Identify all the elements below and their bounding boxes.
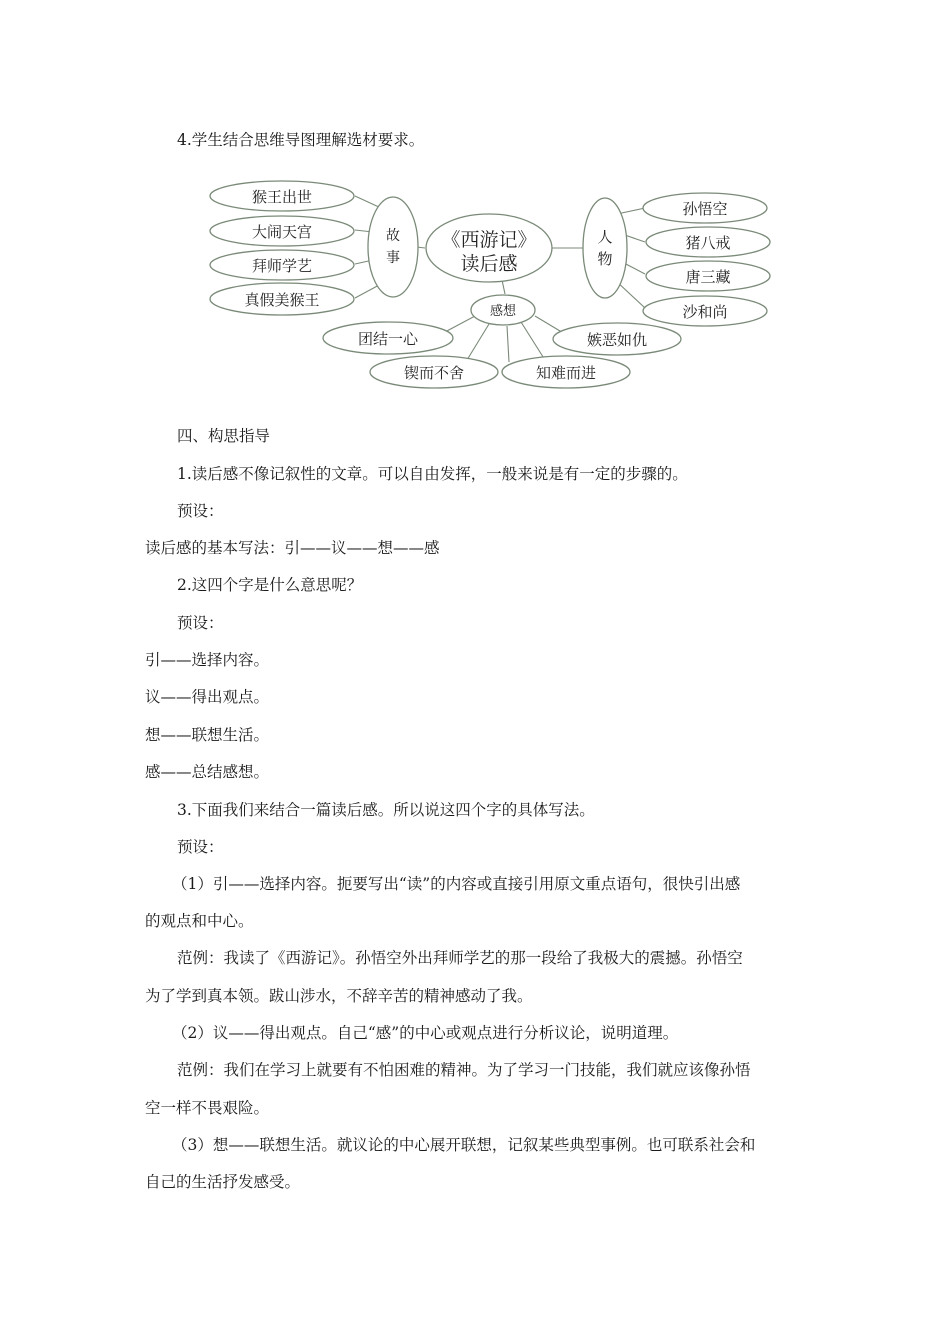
definition-yi: 议——得出观点。 <box>145 688 270 706</box>
story-item: 真假美猴王 <box>244 291 320 309</box>
step-3: （3）想——联想生活。就议论的中心展开联想，记叙某些典型事例。也可联系社会和 <box>172 1136 756 1154</box>
feelings-item: 知难而进 <box>535 364 597 382</box>
center-title: 《西游记》 <box>441 229 537 251</box>
story-item: 大闹天宫 <box>251 223 313 241</box>
step-1-cont: 的观点和中心。 <box>145 912 254 930</box>
preset-label: 预设： <box>177 614 224 632</box>
center-subtitle: 读后感 <box>460 253 518 275</box>
example-2-cont: 空一样不畏艰险。 <box>145 1099 270 1117</box>
mind-map-diagram <box>205 174 775 394</box>
step-1: （1）引——选择内容。扼要写出“读”的内容或直接引用原文重点语句，很快引出感 <box>172 875 741 893</box>
step-3-cont: 自己的生活抒发感受。 <box>145 1173 301 1191</box>
step-2: （2）议——得出观点。自己“感”的中心或观点进行分析议论，说明道理。 <box>172 1024 679 1042</box>
story-category-label: 事 <box>386 250 400 266</box>
feelings-item: 团结一心 <box>357 330 419 348</box>
feelings-category-label: 感想 <box>489 304 517 319</box>
story-item: 拜师学艺 <box>251 257 313 275</box>
people-category-label: 物 <box>597 250 613 268</box>
story-category-bubble <box>368 197 418 297</box>
paragraph: 读后感的基本写法：引——议——想——感 <box>145 539 440 557</box>
definition-xiang: 想——联想生活。 <box>145 726 270 744</box>
story-item: 猴王出世 <box>251 188 313 206</box>
section-heading: 四、构思指导 <box>177 427 271 445</box>
example-1: 范例：我读了《西游记》。孙悟空外出拜师学艺的那一段给了我极大的震撼。孙悟空 <box>177 949 743 967</box>
definition-gan: 感——总结感想。 <box>145 763 270 781</box>
intro-step: 4.学生结合思维导图理解选材要求。 <box>177 131 425 149</box>
paragraph: 2.这四个字是什么意思呢？ <box>177 576 363 594</box>
people-item: 猪八戒 <box>685 234 731 252</box>
people-category-label: 人 <box>597 228 613 246</box>
example-2: 范例：我们在学习上就要有不怕困难的精神。为了学习一门技能，我们就应该像孙悟 <box>177 1061 751 1079</box>
people-item: 沙和尚 <box>682 303 728 321</box>
definition-yin: 引——选择内容。 <box>145 651 270 669</box>
people-category-bubble <box>583 198 627 298</box>
example-1-cont: 为了学到真本领。跋山涉水，不辞辛苦的精神感动了我。 <box>145 987 533 1005</box>
paragraph: 1.读后感不像记叙性的文章。可以自由发挥，一般来说是有一定的步骤的。 <box>177 465 688 483</box>
preset-label: 预设： <box>177 502 224 520</box>
story-category-label: 故 <box>386 228 400 244</box>
feelings-item: 锲而不舍 <box>403 364 465 382</box>
feelings-item: 嫉恶如仇 <box>586 331 648 349</box>
paragraph: 3.下面我们来结合一篇读后感。所以说这四个字的具体写法。 <box>177 801 595 819</box>
preset-label: 预设： <box>177 838 224 856</box>
people-item: 孙悟空 <box>682 200 728 218</box>
people-item: 唐三藏 <box>685 268 731 286</box>
